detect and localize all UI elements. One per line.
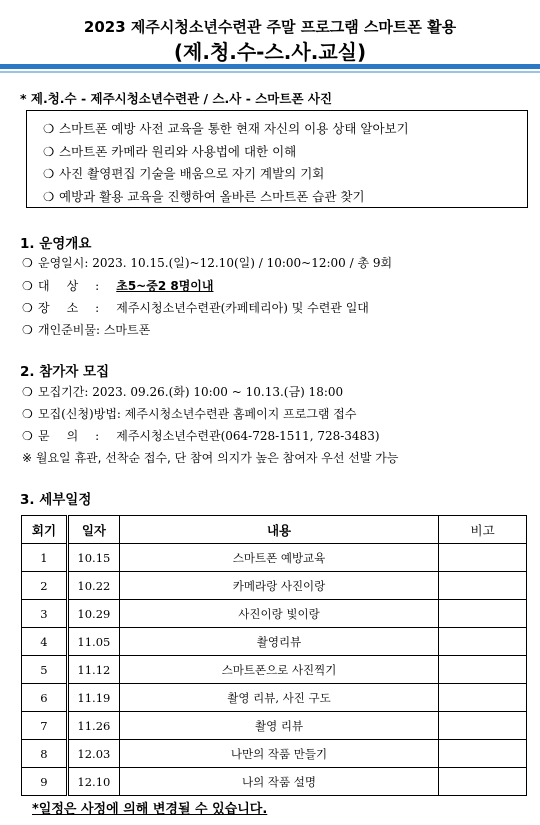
- overview-place: ❍ 장소:제주시청소년수련관(카페테리아) 및 수련관 일대: [22, 301, 369, 315]
- table-row: 4 11.05 촬영리뷰: [22, 628, 527, 656]
- table-row: 7 11.26 촬영 리뷰: [22, 712, 527, 740]
- section-heading-recruit: 2. 참가자 모집: [20, 364, 110, 380]
- bullet-circle-icon: ❍: [22, 301, 33, 315]
- goal-item: ❍ 예방과 활용 교육을 진행하여 올바른 스마트폰 습관 찾기: [43, 186, 527, 209]
- bullet-circle-icon: ❍: [22, 256, 33, 270]
- overview-schedule: ❍ 운영일시: 2023. 10.15.(일)~12.10(일) / 10:00~12:00 / 총 9회: [22, 256, 393, 270]
- table-row: 1 10.15 스마트폰 예방교육: [22, 544, 527, 572]
- bullet-circle-icon: ❍: [22, 407, 33, 421]
- section-heading-overview: 1. 운영개요: [20, 236, 92, 252]
- document-subtitle: (제.청.수-스.사.교실): [173, 40, 367, 64]
- bullet-circle-icon: ❍: [22, 385, 33, 399]
- bullet-circle-icon: ❍: [43, 143, 55, 159]
- overview-target: ❍ 대상:초5~중2 8명이내: [22, 279, 214, 293]
- header-divider-thin: [0, 71, 540, 73]
- recruit-period: ❍ 모집기간: 2023. 09.26.(화) 10:00 ~ 10.13.(금) 18:00: [22, 385, 344, 399]
- overview-items: ❍ 개인준비물: 스마트폰: [22, 323, 151, 337]
- table-row: 6 11.19 촬영 리뷰, 사진 구도: [22, 684, 527, 712]
- column-header-content: 내용: [119, 516, 438, 544]
- bullet-circle-icon: ❍: [43, 121, 55, 136]
- table-row: 3 10.29 사진이랑 빛이랑: [22, 600, 527, 628]
- bullet-circle-icon: ❍: [43, 166, 55, 181]
- bullet-circle-icon: ❍: [43, 188, 55, 204]
- table-row: 9 12.10 나의 작품 설명: [22, 768, 527, 796]
- goal-item: ❍ 사진 촬영편집 기술을 배움으로 자기 계발의 기회: [43, 163, 527, 186]
- document-title: 2023 제주시청소년수련관 주말 프로그램 스마트폰 활용: [83, 18, 457, 36]
- program-description: * 제.청.수 - 제주시청소년수련관 / 스.사 - 스마트폰 사진: [20, 91, 333, 106]
- table-row: 8 12.03 나만의 작품 만들기: [22, 740, 527, 768]
- header-divider-thick: [0, 64, 540, 69]
- table-header-row: [22, 516, 527, 544]
- bullet-circle-icon: ❍: [22, 429, 33, 443]
- recruit-note: ※ 월요일 휴관, 선착순 접수, 단 참여 의지가 높은 참여자 우선 선발 가능: [22, 451, 399, 465]
- column-header-date: 일자: [67, 516, 119, 544]
- recruit-contact: ❍ 문의:제주시청소년수련관(064-728-1511, 728-3483): [22, 429, 380, 443]
- bullet-circle-icon: ❍: [22, 279, 33, 293]
- goal-item: ❍ 스마트폰 카메라 원리와 사용법에 대한 이해: [43, 141, 527, 164]
- bullet-circle-icon: ❍: [22, 323, 33, 337]
- goal-item: ❍ 스마트폰 예방 사전 교육을 통한 현재 자신의 이용 상태 알아보기: [43, 118, 527, 141]
- schedule-table: [21, 515, 527, 796]
- table-row: 2 10.22 카메라랑 사진이랑: [22, 572, 527, 600]
- recruit-method: ❍ 모집(신청)방법: 제주시청소년수련관 홈페이지 프로그램 접수: [22, 407, 357, 421]
- column-header-note: 비고: [439, 516, 527, 544]
- table-row: 5 11.12 스마트폰으로 사진찍기: [22, 656, 527, 684]
- goals-box: [26, 110, 528, 208]
- column-header-session: 회기: [22, 516, 68, 544]
- footer-notice: *일정은 사정에 의해 변경될 수 있습니다.: [32, 802, 268, 817]
- section-heading-schedule: 3. 세부일정: [20, 492, 92, 508]
